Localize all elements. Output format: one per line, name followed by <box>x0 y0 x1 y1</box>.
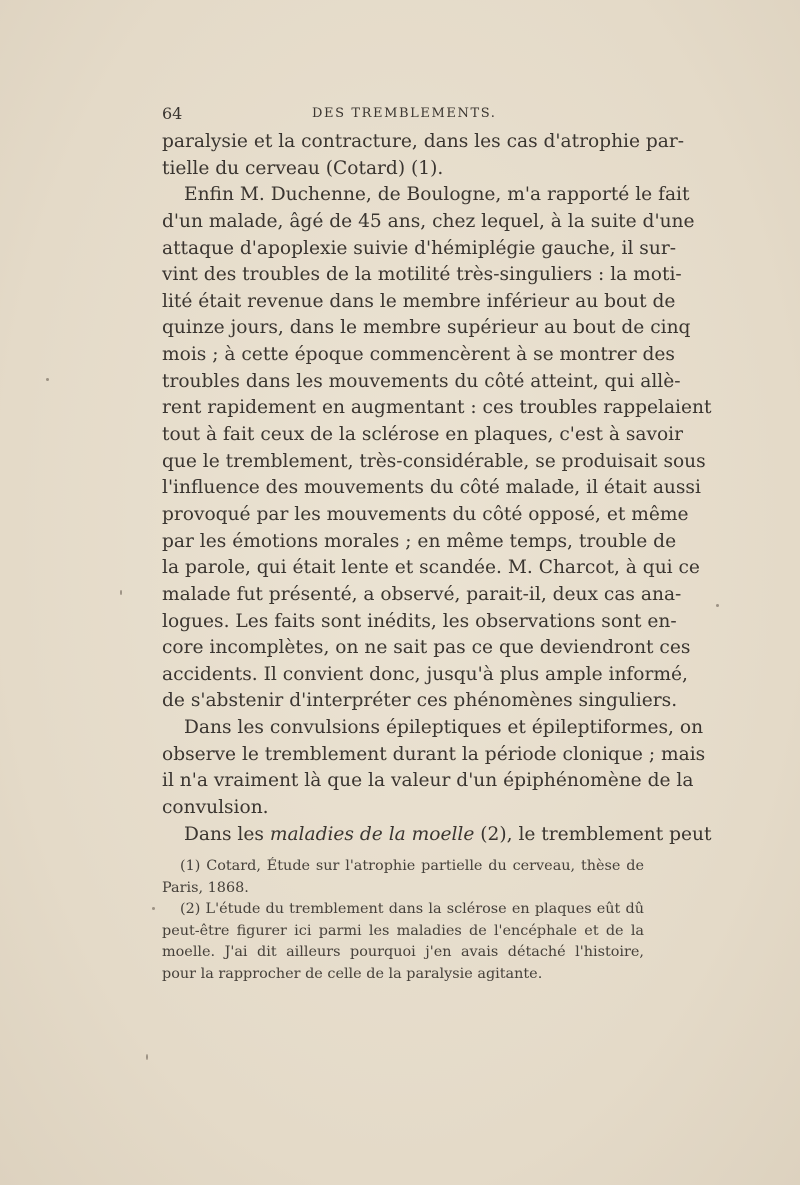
text-line: d'un malade, âgé de 45 ans, chez lequel, à la suite d'une <box>162 210 695 232</box>
text-line: tout à fait ceux de la sclérose en plaques, c'est à savoir <box>162 424 683 446</box>
paper-speck <box>152 907 155 910</box>
footnote-line: Paris, 1868. <box>162 879 249 896</box>
text-line: la parole, qui était lente et scandée. M. Charcot, à qui ce <box>162 557 700 579</box>
paper-speck <box>120 590 122 595</box>
text-line: attaque d'apoplexie suivie d'hémiplégie gauche, il sur- <box>162 237 676 259</box>
footnote-line: (1) Cotard, Étude sur l'atrophie partielle du cerveau, thèse de <box>180 858 644 874</box>
text-line: Enfin M. Duchenne, de Boulogne, m'a rapporté le fait <box>184 184 690 206</box>
text-line: logues. Les faits sont inédits, les observations sont en- <box>162 610 677 632</box>
text-line: core incomplètes, on ne sait pas ce que deviendront ces <box>162 637 691 659</box>
footnote-line: (2) L'étude du tremblement dans la sclérose en plaques eût dû <box>180 901 644 918</box>
paper-speck <box>146 1054 148 1060</box>
text-line: convulsion. <box>162 797 269 819</box>
footnotes <box>162 856 644 986</box>
text-run: Dans les <box>184 823 270 845</box>
running-head <box>162 104 642 128</box>
text-line: vint des troubles de la motilité très-singuliers : la moti- <box>162 264 682 286</box>
page-number: 64 <box>162 104 183 123</box>
paper-speck <box>46 378 49 381</box>
text-line: observe le tremblement durant la période clonique ; mais <box>162 743 706 765</box>
text-line-last-paragraph <box>162 822 712 849</box>
footnote-line: pour la rapprocher de celle de la paralysie agitante. <box>162 965 543 982</box>
italic-text-run: maladies de la moelle <box>269 823 475 845</box>
text-line: il n'a vraiment là que la valeur d'un épiphénomène de la <box>162 770 694 792</box>
text-line: tielle du cerveau (Cotard) (1). <box>162 157 444 179</box>
text-line: par les émotions morales ; en même temps, trouble de <box>162 530 677 552</box>
running-title: DES TREMBLEMENTS. <box>312 106 497 121</box>
text-line: Dans les convulsions épileptiques et épileptiformes, on <box>184 717 704 739</box>
text-line: malade fut présenté, a observé, parait-il, deux cas ana- <box>162 583 682 605</box>
text-line: que le tremblement, très-considérable, se produisait sous <box>162 450 706 472</box>
text-run: (2), le tremblement peut <box>474 823 712 845</box>
footnote-line: peut-être figurer ici parmi les maladies de l'encéphale et de la <box>162 922 644 939</box>
text-line: accidents. Il convient donc, jusqu'à plus ample informé, <box>162 663 688 685</box>
text-line: de s'abstenir d'interpréter ces phénomènes singuliers. <box>162 690 678 712</box>
paper-speck <box>716 604 719 607</box>
body-text <box>162 129 712 848</box>
text-line: l'influence des mouvements du côté malade, il était aussi <box>162 477 701 499</box>
text-line: lité était revenue dans le membre inférieur au bout de <box>162 290 676 312</box>
text-line: mois ; à cette époque commencèrent à se montrer des <box>162 344 675 366</box>
text-line: provoqué par les mouvements du côté opposé, et même <box>162 503 689 525</box>
text-line: troubles dans les mouvements du côté atteint, qui allè- <box>162 370 681 392</box>
text-line: quinze jours, dans le membre supérieur au bout de cinq <box>162 317 691 339</box>
text-line: rent rapidement en augmentant : ces troubles rappelaient <box>162 397 712 419</box>
text-line: paralysie et la contracture, dans les cas d'atrophie par- <box>162 131 685 152</box>
footnote-line: moelle. J'ai dit ailleurs pourquoi j'en avais détaché l'histoire, <box>162 944 644 961</box>
